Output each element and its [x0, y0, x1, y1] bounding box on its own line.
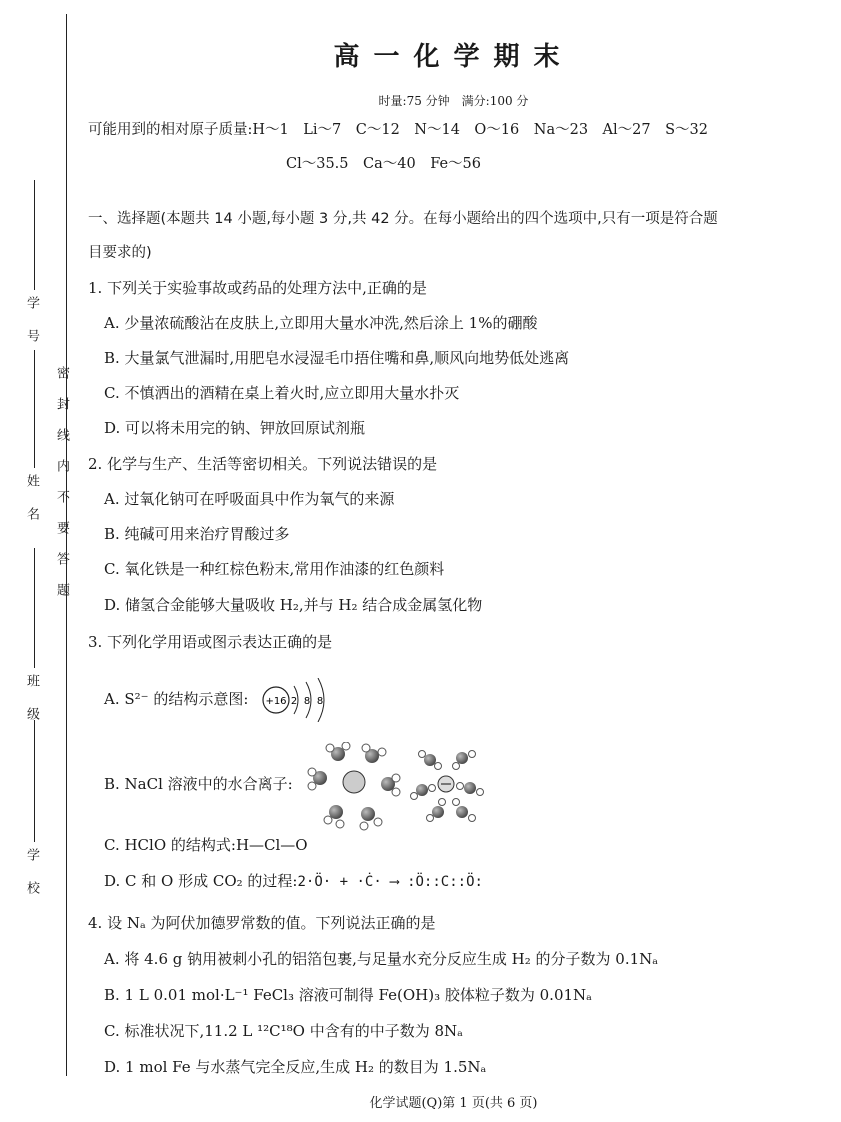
- q4-option-a[interactable]: A. 将 4.6 g 钠用被刺小孔的铝箔包裹,与足量水充分反应生成 H₂ 的分子数为 0.1Nₐ: [104, 950, 659, 968]
- q2-option-d[interactable]: D. 储氢合金能够大量吸收 H₂,并与 H₂ 结合成金属氢化物: [104, 596, 483, 614]
- seal-line-note: 密封线内不要答题: [54, 366, 69, 614]
- q4-option-d[interactable]: D. 1 mol Fe 与水蒸气完全反应,生成 H₂ 的数目为 1.5Nₐ: [104, 1058, 487, 1076]
- q1-option-b[interactable]: B. 大量氯气泄漏时,用肥皂水浸湿毛巾捂住嘴和鼻,顺风向地势低处逃离: [104, 349, 570, 367]
- atomic-masses-line2: Cl～35.5 Ca～40 Fe～56: [286, 156, 482, 172]
- q3-option-a[interactable]: [104, 688, 248, 709]
- hydrated-ions-diagram: [306, 742, 506, 838]
- q3-option-d[interactable]: [104, 870, 483, 891]
- q1-option-a[interactable]: A. 少量浓硫酸沾在皮肤上,立即用大量水冲洗,然后涂上 1%的硼酸: [104, 314, 538, 332]
- student-id-field[interactable]: [34, 180, 35, 290]
- q3-stem: 3. 下列化学用语或图示表达正确的是: [88, 633, 333, 651]
- section-heading-line1: 一、选择题(本题共 14 小题,每小题 3 分,共 42 分。在每小题给出的四个选项中,只有一项是符合题: [88, 211, 718, 227]
- school-field[interactable]: [34, 720, 35, 842]
- atomic-masses-line1: 可能用到的相对原子质量:H～1 Li～7 C～12 N～14 O～16 Na～23 Al～27 S～32: [88, 122, 708, 138]
- co2-formation-process: 2·Ö· + ·Ċ· ⟶ :Ö::C::Ö:: [297, 874, 483, 890]
- sodium-ion: [343, 771, 365, 793]
- exam-meta: 时量:75 分钟 满分:100 分: [378, 94, 529, 108]
- student-name-field[interactable]: [34, 350, 35, 468]
- q2-option-b[interactable]: B. 纯碱可用来治疗胃酸过多: [104, 525, 290, 543]
- q1-option-c[interactable]: C. 不慎洒出的酒精在桌上着火时,应立即用大量水扑灭: [104, 384, 460, 402]
- sulfide-ion-structure-diagram: [256, 678, 336, 722]
- q4-option-c[interactable]: C. 标准状况下,11.2 L ¹²C¹⁸O 中含有的中子数为 8Nₐ: [104, 1022, 463, 1040]
- student-id-label: 学 号: [24, 296, 39, 351]
- shell-2-count: 8: [303, 696, 311, 707]
- q4-stem: 4. 设 Nₐ 为阿伏加德罗常数的值。下列说法正确的是: [88, 914, 436, 932]
- q1-stem: 1. 下列关于实验事故或药品的处理方法中,正确的是: [88, 279, 427, 297]
- shell-3-count: 8: [316, 696, 324, 707]
- student-name-label: 姓 名: [24, 474, 39, 529]
- page-title: 高一化学期末: [333, 42, 574, 72]
- q2-option-c[interactable]: C. 氧化铁是一种红棕色粉末,常用作油漆的红色颜料: [104, 560, 445, 578]
- q3-option-d-label: D. C 和 O 形成 CO₂ 的过程:: [104, 872, 298, 890]
- class-field[interactable]: [34, 548, 35, 668]
- shell-1-count: 2: [290, 696, 298, 707]
- q3-option-c[interactable]: C. HClO 的结构式:H—Cl—O: [104, 836, 308, 854]
- q4-option-b[interactable]: B. 1 L 0.01 mol·L⁻¹ FeCl₃ 溶液可制得 Fe(OH)₃ 胶体粒子数为 0.01Nₐ: [104, 986, 592, 1004]
- page-footer: 化学试题(Q)第 1 页(共 6 页): [369, 1096, 538, 1111]
- section-heading-line2: 目要求的): [88, 245, 152, 261]
- class-label: 班 级: [24, 674, 39, 729]
- school-label: 学 校: [24, 848, 39, 903]
- nucleus-charge: +16: [265, 696, 287, 707]
- q3-option-b-label: B. NaCl 溶液中的水合离子:: [104, 775, 293, 793]
- q3-option-b[interactable]: [104, 773, 293, 794]
- q3-option-a-label: A. S²⁻ 的结构示意图:: [104, 690, 249, 708]
- q1-option-d[interactable]: D. 可以将未用完的钠、钾放回原试剂瓶: [104, 419, 366, 437]
- q2-option-a[interactable]: A. 过氧化钠可在呼吸面具中作为氧气的来源: [104, 490, 395, 508]
- q2-stem: 2. 化学与生产、生活等密切相关。下列说法错误的是: [88, 455, 438, 473]
